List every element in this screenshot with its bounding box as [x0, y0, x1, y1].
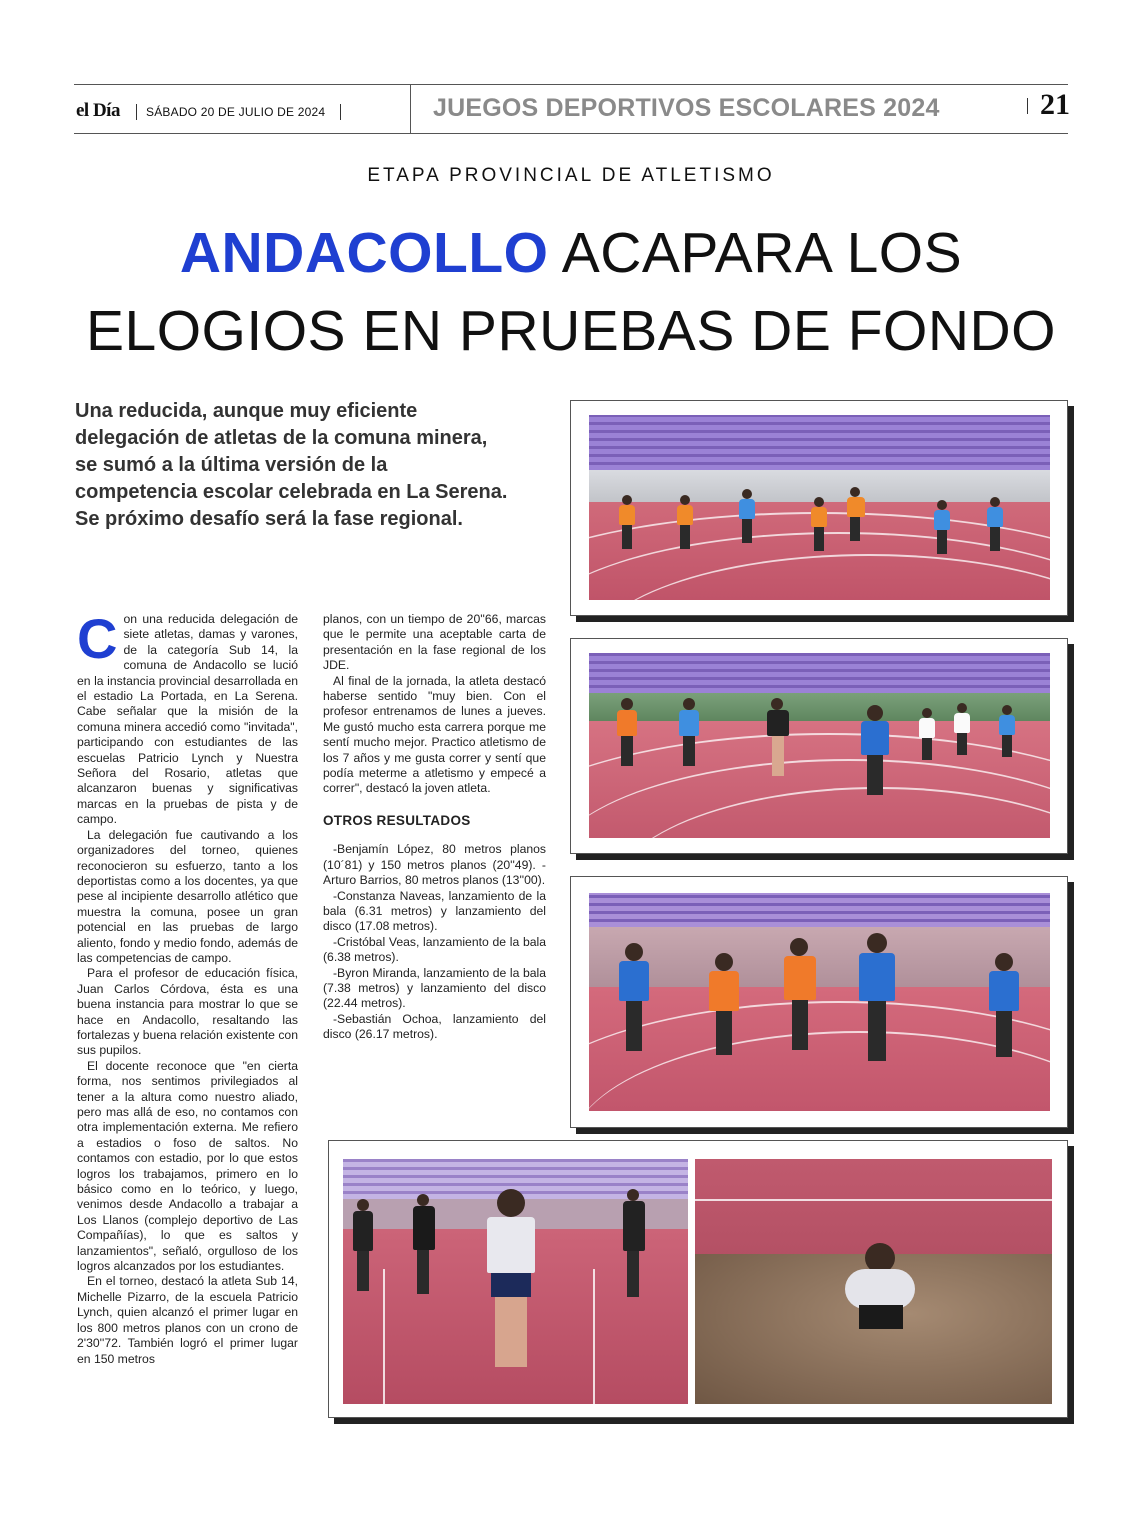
- header-rule-top: [74, 84, 1068, 85]
- issue-date: SÁBADO 20 DE JULIO DE 2024: [146, 105, 326, 119]
- photo-frame-3: [570, 876, 1068, 1128]
- header-rule-bottom: [74, 133, 1068, 134]
- result-item: -Sebastián Ochoa, lanzamiento del disco (26.17 metros).: [323, 1011, 546, 1042]
- stadium-stands: [589, 893, 1050, 927]
- running-track: [589, 987, 1050, 1111]
- body-paragraph: [77, 607, 298, 828]
- photo-frame-2: [570, 638, 1068, 854]
- body-paragraph: El docente reconoce que "en cierta forma, nos sentimos privilegiados al tener a la altura como nuestro aliado, pero mas allá de eso, no contamos con otra implementación externa. Me refiero a estadios o foso de saltos. No contamos con estadio, por lo que estos logros los trabajamos, primero en lo básico como en lo teórico, y luego, venimos desde Andacollo a trabajar a Los Llanos (complejo deportivo de Las Compañías), lo que es saltos y lanzamientos", señaló, orgulloso de los logros alcanzados por los estudiantes.: [77, 1058, 298, 1274]
- photo-sprint-race: [589, 415, 1050, 600]
- body-paragraph: Para el profesor de educación física, Juan Carlos Córdova, ésta es una buena instancia para mostrar lo que se hace en Andacollo, resaltando las fortalezas y buena relación existente con sus pupilos.: [77, 966, 298, 1058]
- paragraph-text: on una reducida delegación de siete atletas, damas y varones, de la categoría Sub 14, la comuna de Andacollo se lució en la instancia provincial desarrollada en el estadio La Portada, en La Serena. Cabe señalar que la misión de la comuna minera accedió como "invitada", participando con estudiantes de las escuelas Patricio Lynch y Nuestra Señora del Rosario, atletas que alcanzaron buenas y significativas marcas en la pruebas de pista y de campo.: [77, 612, 298, 827]
- result-item: -Constanza Naveas, lanzamiento de la bala (6.31 metros) y lanzamiento del disco (17.08 metros).: [323, 888, 546, 934]
- header-divider: [410, 84, 411, 133]
- running-track: [589, 721, 1050, 838]
- header-separator: [1027, 98, 1028, 114]
- stadium-stands: [589, 653, 1050, 693]
- headline-accent: ANDACOLLO: [179, 221, 549, 285]
- photo-long-jump-landing: [695, 1159, 1052, 1404]
- stadium-wall: [589, 693, 1050, 721]
- body-paragraph: La delegación fue cautivando a los organizadores del torneo, quienes reconocieron su esfuerzo, tanto a los deportistas como a los docentes, ya que pese al incipiente desarrollo atlético que muestra la comuna, posee un gran potencial en las pruebas de largo aliento, fondo y medio fondo, además de las competencias de campo.: [77, 827, 298, 965]
- stadium-wall: [589, 927, 1050, 987]
- article-lead: Una reducida, aunque muy eficiente delegación de atletas de la comuna minera, se sumó a la última versión de la competencia escolar celebrada en La Serena. Se próximo desafío será la fase regional.: [75, 400, 508, 530]
- article-kicker: ETAPA PROVINCIAL DE ATLETISMO: [367, 165, 775, 186]
- result-item: -Benjamín López, 80 metros planos (10´81) y 150 metros planos (20''49). -Arturo Barrios, 80 metros planos (13''00).: [323, 842, 546, 888]
- headline-line1: ACAPARA LOS: [548, 221, 963, 285]
- newspaper-brand: el Día: [76, 100, 120, 121]
- photo-frame-1: [570, 400, 1068, 616]
- stadium-stands: [589, 415, 1050, 470]
- headline-line2: ELOGIOS EN PRUEBAS DE FONDO: [85, 299, 1057, 363]
- body-paragraph: planos, con un tiempo de 20''66, marcas que le permite una aceptable carta de presentación en la fase regional de los JDE.: [323, 612, 546, 673]
- article-headline: [40, 214, 1102, 370]
- photo-long-jump-air: [343, 1159, 688, 1404]
- body-paragraph: En el torneo, destacó la atleta Sub 14, Michelle Pizarro, de la escuela Patricio Lynch, quien alcanzó el primer lugar en los 800 metros planos con un crono de 2'30''72. También logró el primer lugar en 150 metros: [77, 1274, 298, 1366]
- page-number: 21: [1040, 88, 1070, 121]
- result-item: -Byron Miranda, lanzamiento de la bala (7.38 metros) y lanzamiento del disco (22.44 metros).: [323, 965, 546, 1011]
- result-item: -Cristóbal Veas, lanzamiento de la bala (6.38 metros).: [323, 934, 546, 965]
- photo-girls-race: [589, 653, 1050, 838]
- body-column-2: [323, 612, 546, 1122]
- photo-boys-race: [589, 893, 1050, 1111]
- section-title: JUEGOS DEPORTIVOS ESCOLARES 2024: [433, 94, 940, 122]
- photo-frame-4: [328, 1140, 1068, 1418]
- drop-cap: C: [77, 607, 118, 670]
- body-paragraph: Al final de la jornada, la atleta destacó haberse sentido "muy bien. Con el profesor entrenamos de lunes a jueves. Me gustó mucho esta carrera porque me sentí mucho mejor. Practico atletismo de los 7 años y me gusta correr y sentí que podía meterme a atletismo y empecé a correr", destacó la joven atleta.: [323, 673, 546, 796]
- header-separator: [340, 104, 341, 120]
- header-separator: [136, 104, 137, 120]
- body-column-1: [77, 607, 298, 1366]
- results-heading: OTROS RESULTADOS: [323, 812, 471, 828]
